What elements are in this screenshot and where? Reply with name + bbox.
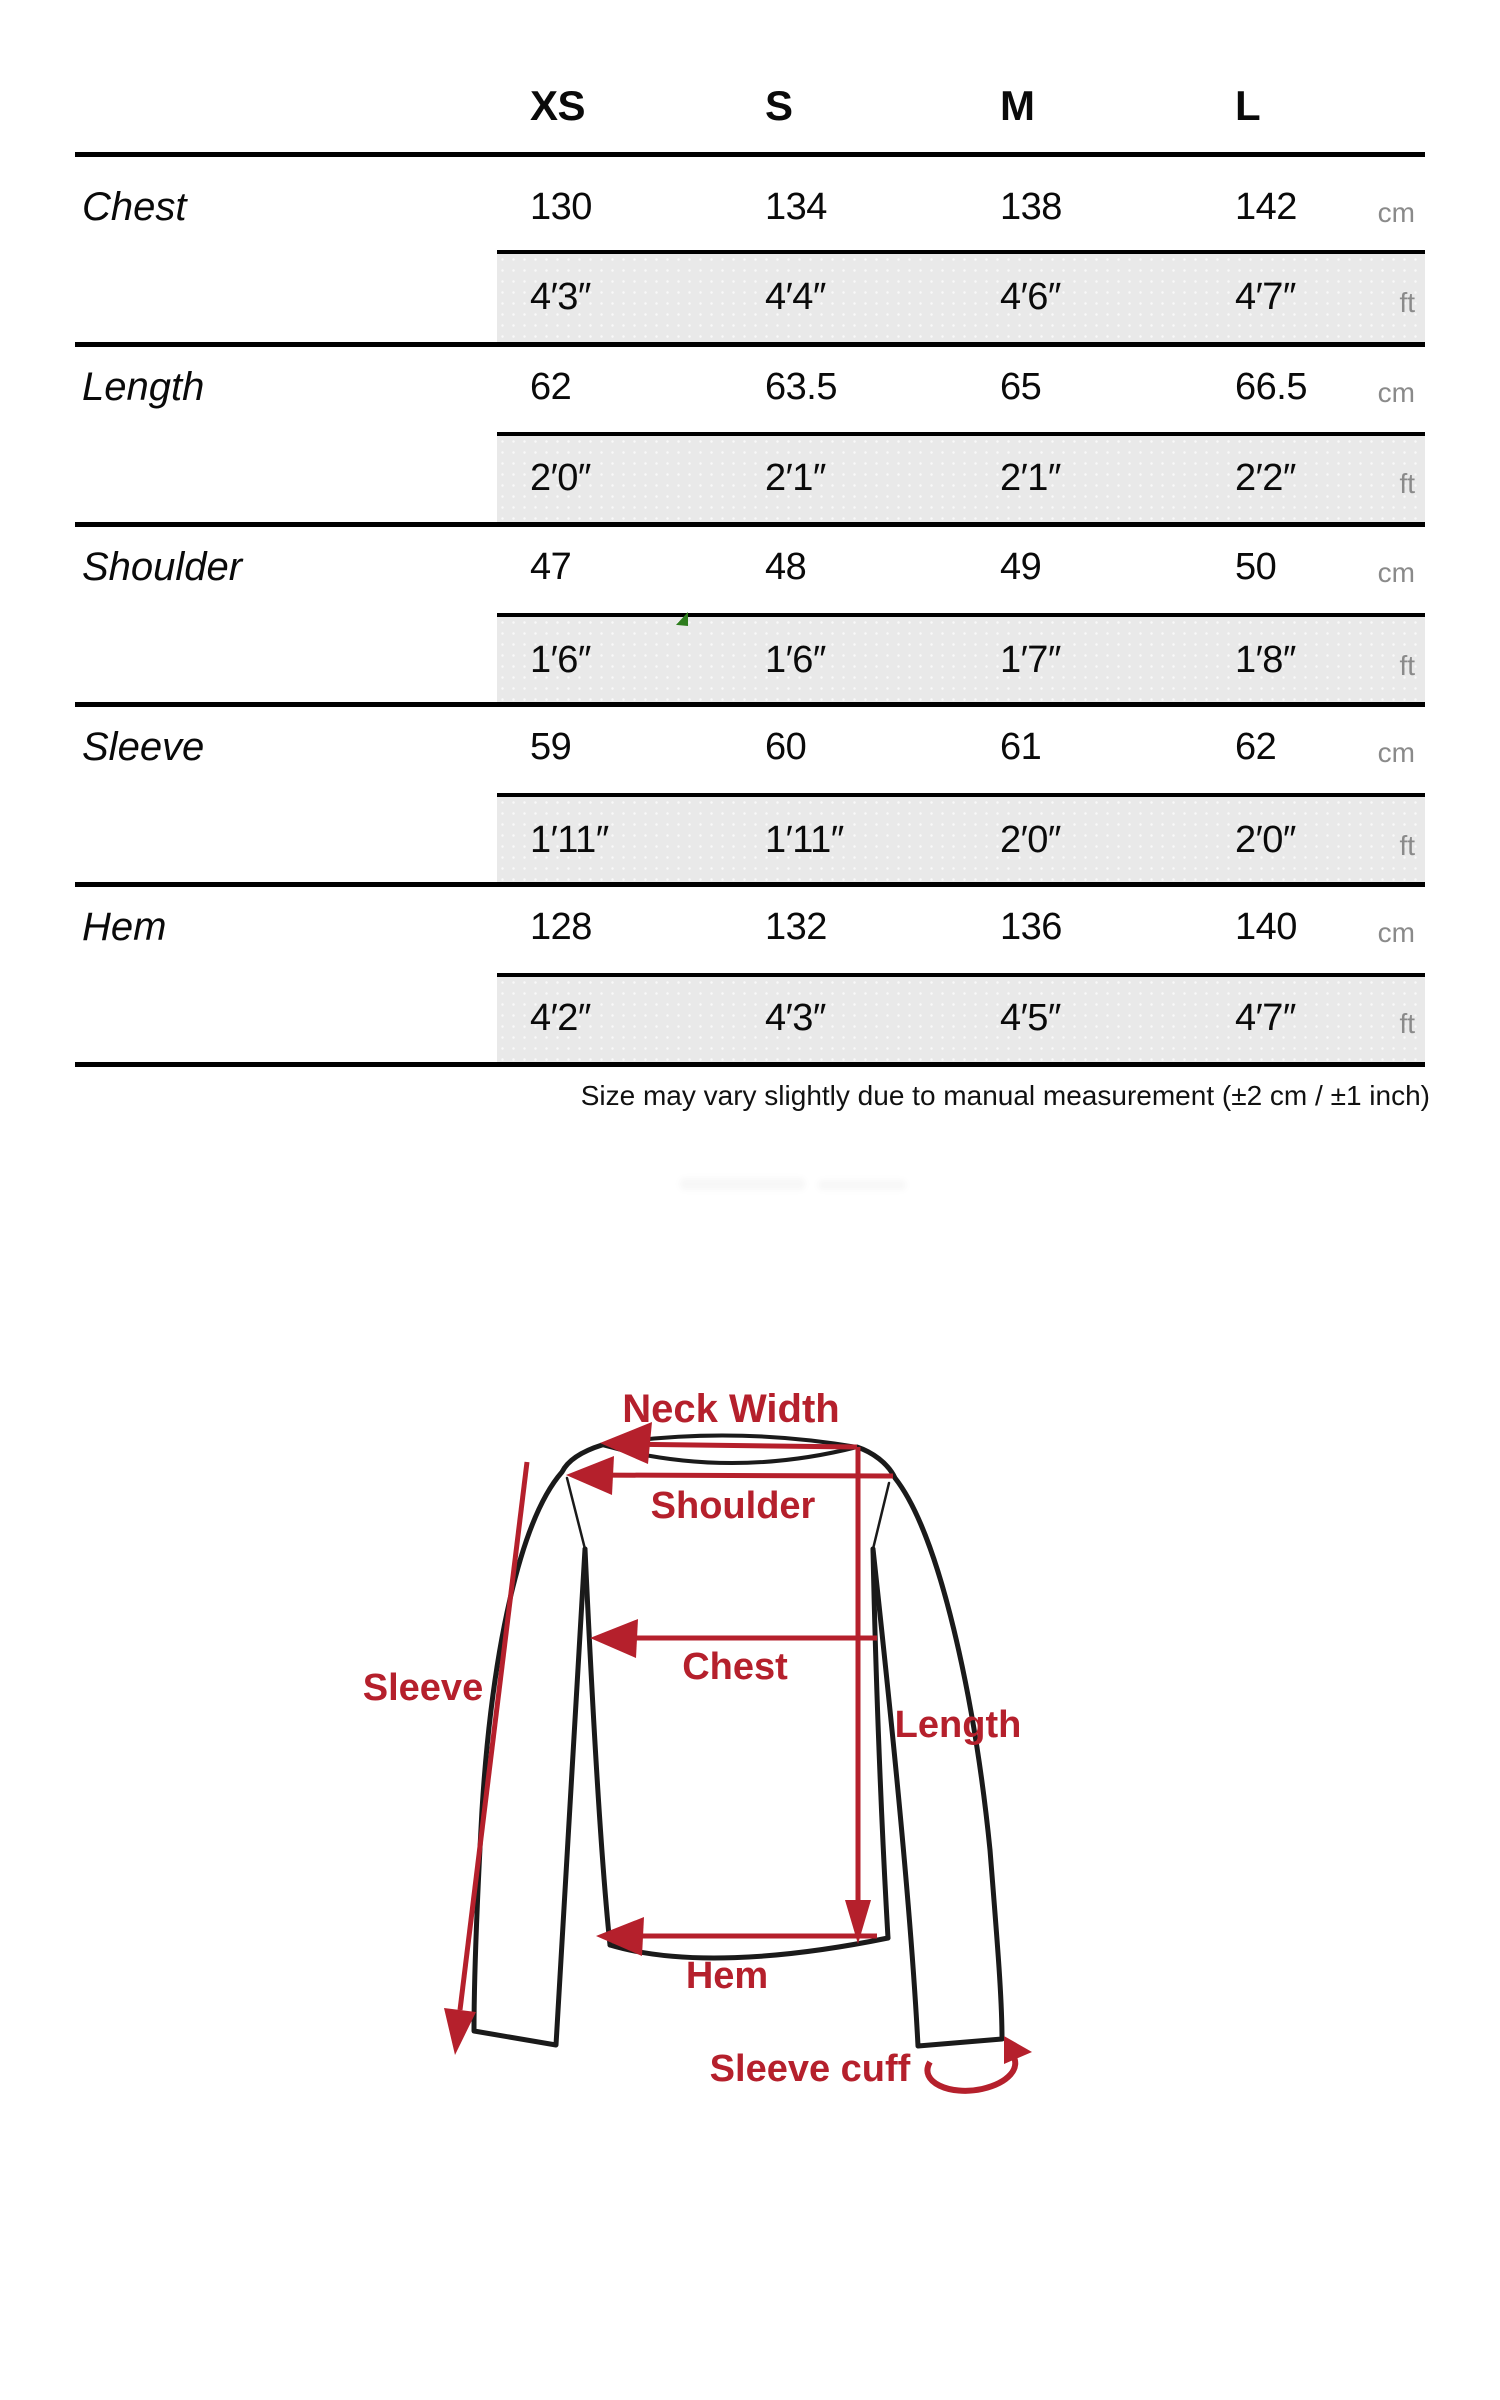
table-cell: 4′6″ (1000, 276, 1061, 318)
table-cell: 4′7″ (1235, 276, 1296, 318)
unit-ft: ft (1399, 650, 1415, 681)
table-cell: 128 (530, 906, 592, 948)
table-cell: 142 (1235, 186, 1297, 228)
table-cell: 1′6″ (530, 639, 591, 681)
shoulder-label: Shoulder (650, 1485, 816, 1527)
table-cell: 130 (530, 186, 592, 228)
table-cell: 63.5 (765, 366, 837, 408)
table-cell: 2′0″ (1000, 819, 1061, 861)
column-header-xs: XS (530, 82, 586, 129)
table-cell: 59 (530, 726, 572, 768)
measurement-note: Size may vary slightly due to manual measurement (±2 cm / ±1 inch) (580, 1080, 1430, 1111)
unit-ft: ft (1399, 830, 1415, 861)
column-header-l: L (1235, 82, 1261, 129)
unit-ft: ft (1399, 287, 1415, 318)
unit-cm: cm (1377, 557, 1415, 588)
column-header-m: M (1000, 82, 1035, 129)
left-armhole-seam (567, 1478, 585, 1549)
table-cell: 1′8″ (1235, 639, 1296, 681)
shoulder-line (576, 1475, 893, 1476)
row-label-chest: Chest (82, 185, 187, 229)
table-cell: 48 (765, 546, 807, 588)
sleeve-line (460, 1462, 527, 2010)
table-cell: 65 (1000, 366, 1042, 408)
unit-cm: cm (1377, 197, 1415, 228)
table-cell: 4′2″ (530, 997, 591, 1039)
length-label: Length (894, 1704, 1022, 1746)
table-cell: 1′7″ (1000, 639, 1061, 681)
hem-label: Hem (685, 1955, 769, 1997)
table-cell: 2′0″ (530, 457, 591, 499)
sleeve-label: Sleeve (362, 1667, 484, 1709)
table-cell: 62 (530, 366, 572, 408)
table-cell: 134 (765, 186, 827, 228)
right-armhole-seam (873, 1483, 889, 1549)
table-cell: 62 (1235, 726, 1277, 768)
row-label-hem: Hem (82, 905, 167, 949)
table-cell: 61 (1000, 726, 1042, 768)
table-cell: 4′3″ (530, 276, 591, 318)
table-cell: 4′4″ (765, 276, 826, 318)
table-cell: 1′11″ (530, 819, 609, 861)
row-label-sleeve: Sleeve (82, 725, 205, 769)
table-cell: 2′1″ (765, 457, 826, 499)
table-cell: 4′5″ (1000, 997, 1061, 1039)
body-left-edge (585, 1549, 610, 1945)
neck-width-label: Neck Width (622, 1387, 840, 1431)
sleeve-arrowhead-icon (444, 2008, 476, 2055)
table-cell: 132 (765, 906, 827, 948)
table-cell: 60 (765, 726, 807, 768)
table-cell: 2′0″ (1235, 819, 1296, 861)
table-cell: 140 (1235, 906, 1297, 948)
unit-cm: cm (1377, 737, 1415, 768)
table-cell: 49 (1000, 546, 1042, 588)
unit-cm: cm (1377, 377, 1415, 408)
table-cell: 4′7″ (1235, 997, 1296, 1039)
unit-ft: ft (1399, 1008, 1415, 1039)
table-cell: 1′11″ (765, 819, 844, 861)
sleeve-cuff-swirl-icon (927, 2054, 1015, 2091)
table-cell: 138 (1000, 186, 1062, 228)
chest-arrowhead-icon (590, 1619, 638, 1658)
table-cell: 4′3″ (765, 997, 826, 1039)
table-cell: 2′1″ (1000, 457, 1061, 499)
row-label-length: Length (82, 365, 205, 409)
table-cell: 1′6″ (765, 639, 826, 681)
table-cell: 47 (530, 546, 572, 588)
column-header-s: S (765, 82, 793, 129)
table-cell: 50 (1235, 546, 1277, 588)
unit-ft: ft (1399, 468, 1415, 499)
unit-cm: cm (1377, 917, 1415, 948)
table-cell: 66.5 (1235, 366, 1307, 408)
chest-label: Chest (682, 1646, 788, 1688)
table-cell: 136 (1000, 906, 1062, 948)
table-cell: 2′2″ (1235, 457, 1296, 499)
row-label-shoulder: Shoulder (82, 545, 243, 589)
sleeve-cuff-label: Sleeve cuff (709, 2048, 911, 2090)
